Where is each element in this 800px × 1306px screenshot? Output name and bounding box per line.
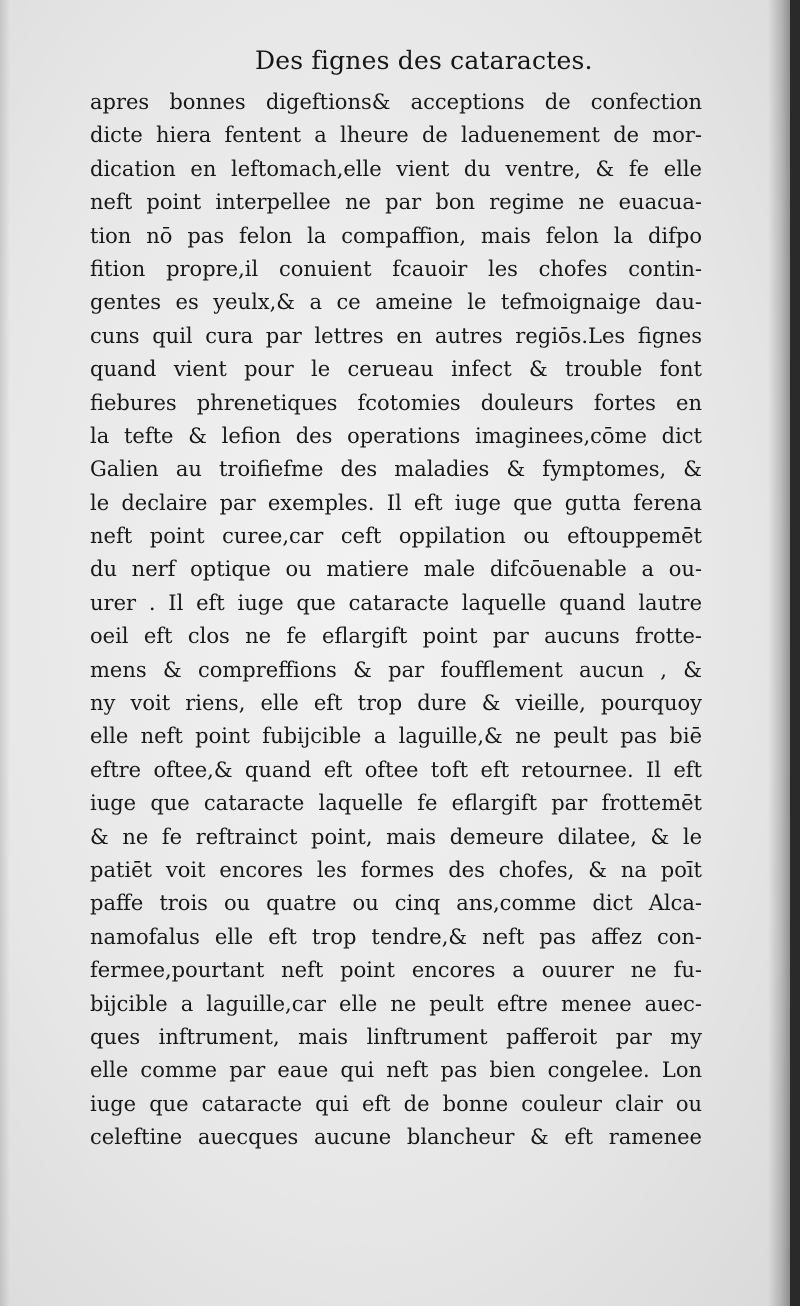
text-line: mens & compreffions & par foufflement aucun , & bbox=[90, 657, 702, 682]
text-line: quand vient pour le cerueau infect & trouble font bbox=[90, 357, 702, 382]
text-line: dicte hiera fentent a lheure de laduenement de mor- bbox=[90, 123, 702, 148]
text-line: oeil eft clos ne fe eflargift point par aucuns frotte- bbox=[90, 624, 702, 649]
text-line: neft point interpellee ne par bon regime ne euacua- bbox=[90, 190, 702, 215]
text-line: dication en leftomach,elle vient du ventre, & fe elle bbox=[90, 156, 702, 181]
text-line: elle neft point fubijcible a laguille,& ne peult pas biē bbox=[90, 724, 702, 749]
text-line: la tefte & lefion des operations imaginees,cōme dict bbox=[90, 423, 702, 448]
text-line: ques inftrument, mais linftrument pafferoit par my bbox=[90, 1024, 702, 1049]
text-line: eftre oftee,& quand eft oftee toft eft retournee. Il eft bbox=[90, 757, 702, 782]
text-line: ny voit riens, elle eft trop dure & vieille, pourquoy bbox=[90, 691, 702, 716]
page-spine-shadow bbox=[768, 0, 790, 1306]
text-line: iuge que cataracte laquelle fe eflargift par frottemēt bbox=[90, 791, 702, 816]
text-line: paffe trois ou quatre ou cinq ans,comme dict Alca- bbox=[90, 891, 702, 916]
text-line: & ne fe reftrainct point, mais demeure dilatee, & le bbox=[90, 824, 702, 849]
text-line: cuns quil cura par lettres en autres regiōs.Les fignes bbox=[90, 323, 702, 348]
body-text bbox=[90, 86, 702, 1155]
text-line: gentes es yeulx,& a ce ameine le tefmoignaige dau- bbox=[90, 290, 702, 315]
text-line: bijcible a laguille,car elle ne peult eftre menee auec- bbox=[90, 991, 702, 1016]
text-line: Galien au troifiefme des maladies & fymptomes, & bbox=[90, 457, 702, 482]
text-line: fiebures phrenetiques fcotomies douleurs fortes en bbox=[90, 390, 702, 415]
text-line: urer . Il eft iuge que cataracte laquelle quand lautre bbox=[90, 590, 702, 615]
text-line: fermee,pourtant neft point encores a ouurer ne fu- bbox=[90, 958, 702, 983]
text-line: fition propre,il conuient fcauoir les chofes contin- bbox=[90, 256, 702, 281]
text-line: celeftine auecques aucune blancheur & eft ramenee bbox=[90, 1125, 702, 1150]
text-line: du nerf optique ou matiere male difcōuenable a ou- bbox=[90, 557, 702, 582]
text-line: elle comme par eaue qui neft pas bien congelee. Lon bbox=[90, 1058, 702, 1083]
page-left-edge bbox=[0, 0, 10, 1306]
text-line: tion nō pas felon la compaffion, mais felon la difpo bbox=[90, 223, 702, 248]
text-line: iuge que cataracte qui eft de bonne couleur clair ou bbox=[90, 1091, 702, 1116]
text-line: apres bonnes digeftions& acceptions de confection bbox=[90, 90, 702, 114]
running-head: Des fignes des cataractes. bbox=[255, 46, 593, 75]
text-line: le declaire par exemples. Il eft iuge que gutta ferena bbox=[90, 490, 702, 515]
text-line: neft point curee,car ceft oppilation ou eftouppemēt bbox=[90, 524, 702, 549]
text-line: namofalus elle eft trop tendre,& neft pas affez con- bbox=[90, 924, 702, 949]
text-line: patiēt voit encores les formes des chofes, & na poīt bbox=[90, 857, 702, 882]
